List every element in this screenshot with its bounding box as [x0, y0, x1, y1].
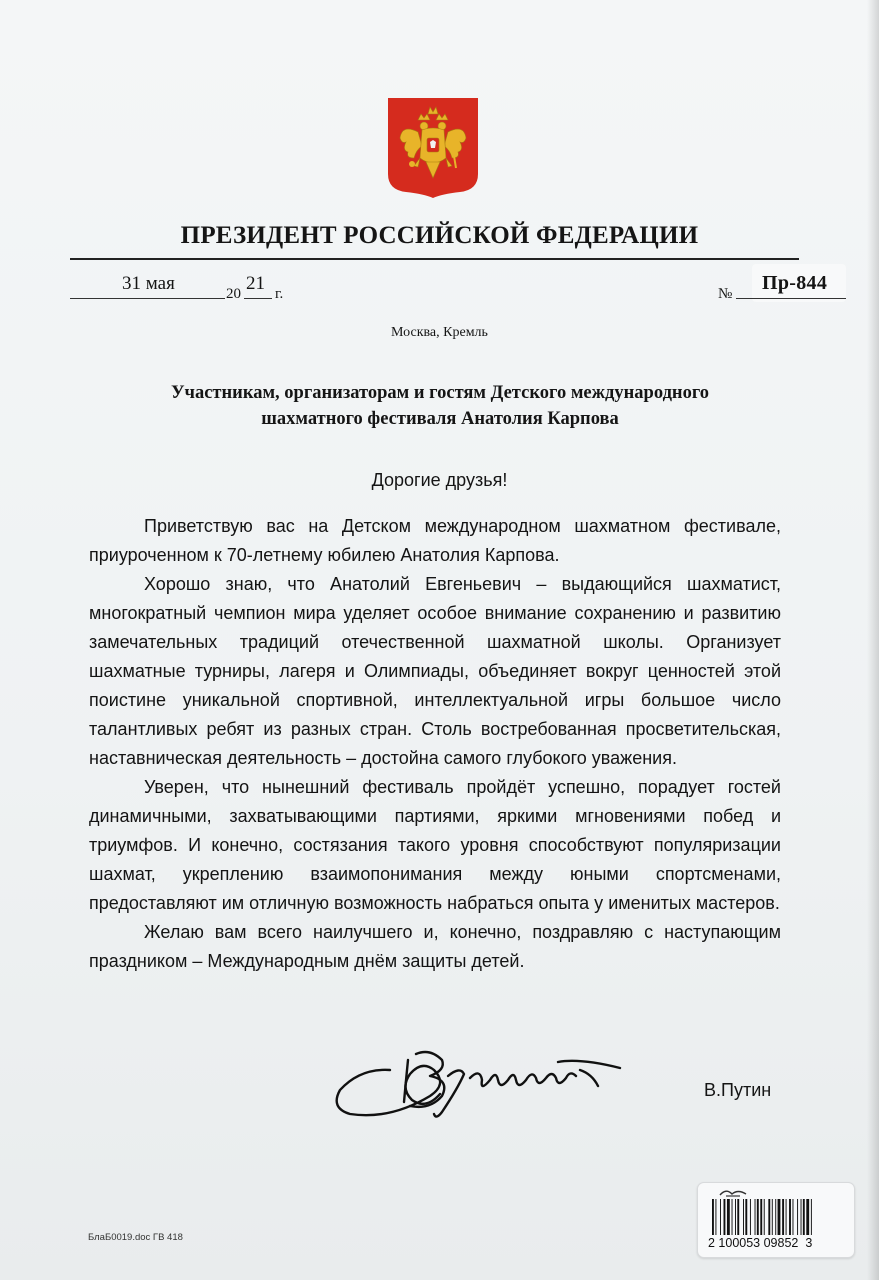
- addressee-line-2: шахматного фестиваля Анатолия Карпова: [261, 409, 619, 429]
- paragraph: Желаю вам всего наилучшего и, конечно, поздравляю с наступающим праздником – Международным днём защиты детей.: [89, 922, 781, 971]
- paragraph: Хорошо знаю, что Анатолий Евгеньевич – выдающийся шахматист, многократный чемпион мира уделяет особое внимание сохранению и развитию замечательных традиций отечественной шахматной школы. Организует шахматные турниры, лагеря и Олимпиады, объединяет вокруг ценностей этой поистине уникальной спортивной, интеллектуальной игры большое число талантливых ребят из разных стран. Столь востребованная просветительская, наставническая деятельность – достойна самого глубокого уважения.: [89, 574, 781, 768]
- number-sign: №: [718, 286, 733, 302]
- barcode-number: 2 100053 09852 3: [708, 1236, 813, 1250]
- addressee: [100, 380, 780, 432]
- page-edge-shadow: [867, 0, 879, 1280]
- date-underline: [70, 298, 225, 299]
- coat-of-arms-icon: [388, 98, 478, 198]
- letter-body: [89, 512, 781, 976]
- date-century: 20: [226, 286, 241, 302]
- paragraph: Приветствую вас на Детском международном шахматном фестивале, приуроченном к 70-летнему юбилею Анатолия Карпова.: [89, 516, 781, 565]
- footer-code: БлаБ0019.doc ГВ 418: [88, 1232, 183, 1243]
- place: Москва, Кремль: [391, 325, 488, 340]
- greeting: Дорогие друзья!: [371, 470, 508, 490]
- barcode-sticker: [697, 1182, 855, 1258]
- document-number: Пр-844: [762, 272, 828, 294]
- addressee-line-1: Участникам, организаторам и гостям Детского международного: [170, 383, 710, 403]
- header-title: ПРЕЗИДЕНТ РОССИЙСКОЙ ФЕДЕРАЦИИ: [180, 222, 699, 249]
- date-day-month: 31 мая: [122, 273, 175, 294]
- barcode-icon: [712, 1199, 840, 1235]
- paragraph: Уверен, что нынешний фестиваль пройдёт успешно, порадует гостей динамичными, захватывающими партиями, яркими мгновениями побед и триумфов. И конечно, состязания такого уровня способствуют популяризации шахмат, укреплению взаимопонимания между юными спортсменами, предоставляют им отличную возможность набраться опыта у именитых мастеров.: [89, 777, 781, 913]
- number-underline: [736, 298, 846, 299]
- date-year: 21: [246, 273, 265, 294]
- sticker-logo-icon: [718, 1186, 748, 1198]
- header-divider: [70, 258, 799, 260]
- date-year-mark: г.: [275, 286, 284, 302]
- signer-name: В.Путин: [704, 1080, 772, 1100]
- year-underline: [244, 298, 272, 299]
- signature-icon: [330, 1040, 630, 1130]
